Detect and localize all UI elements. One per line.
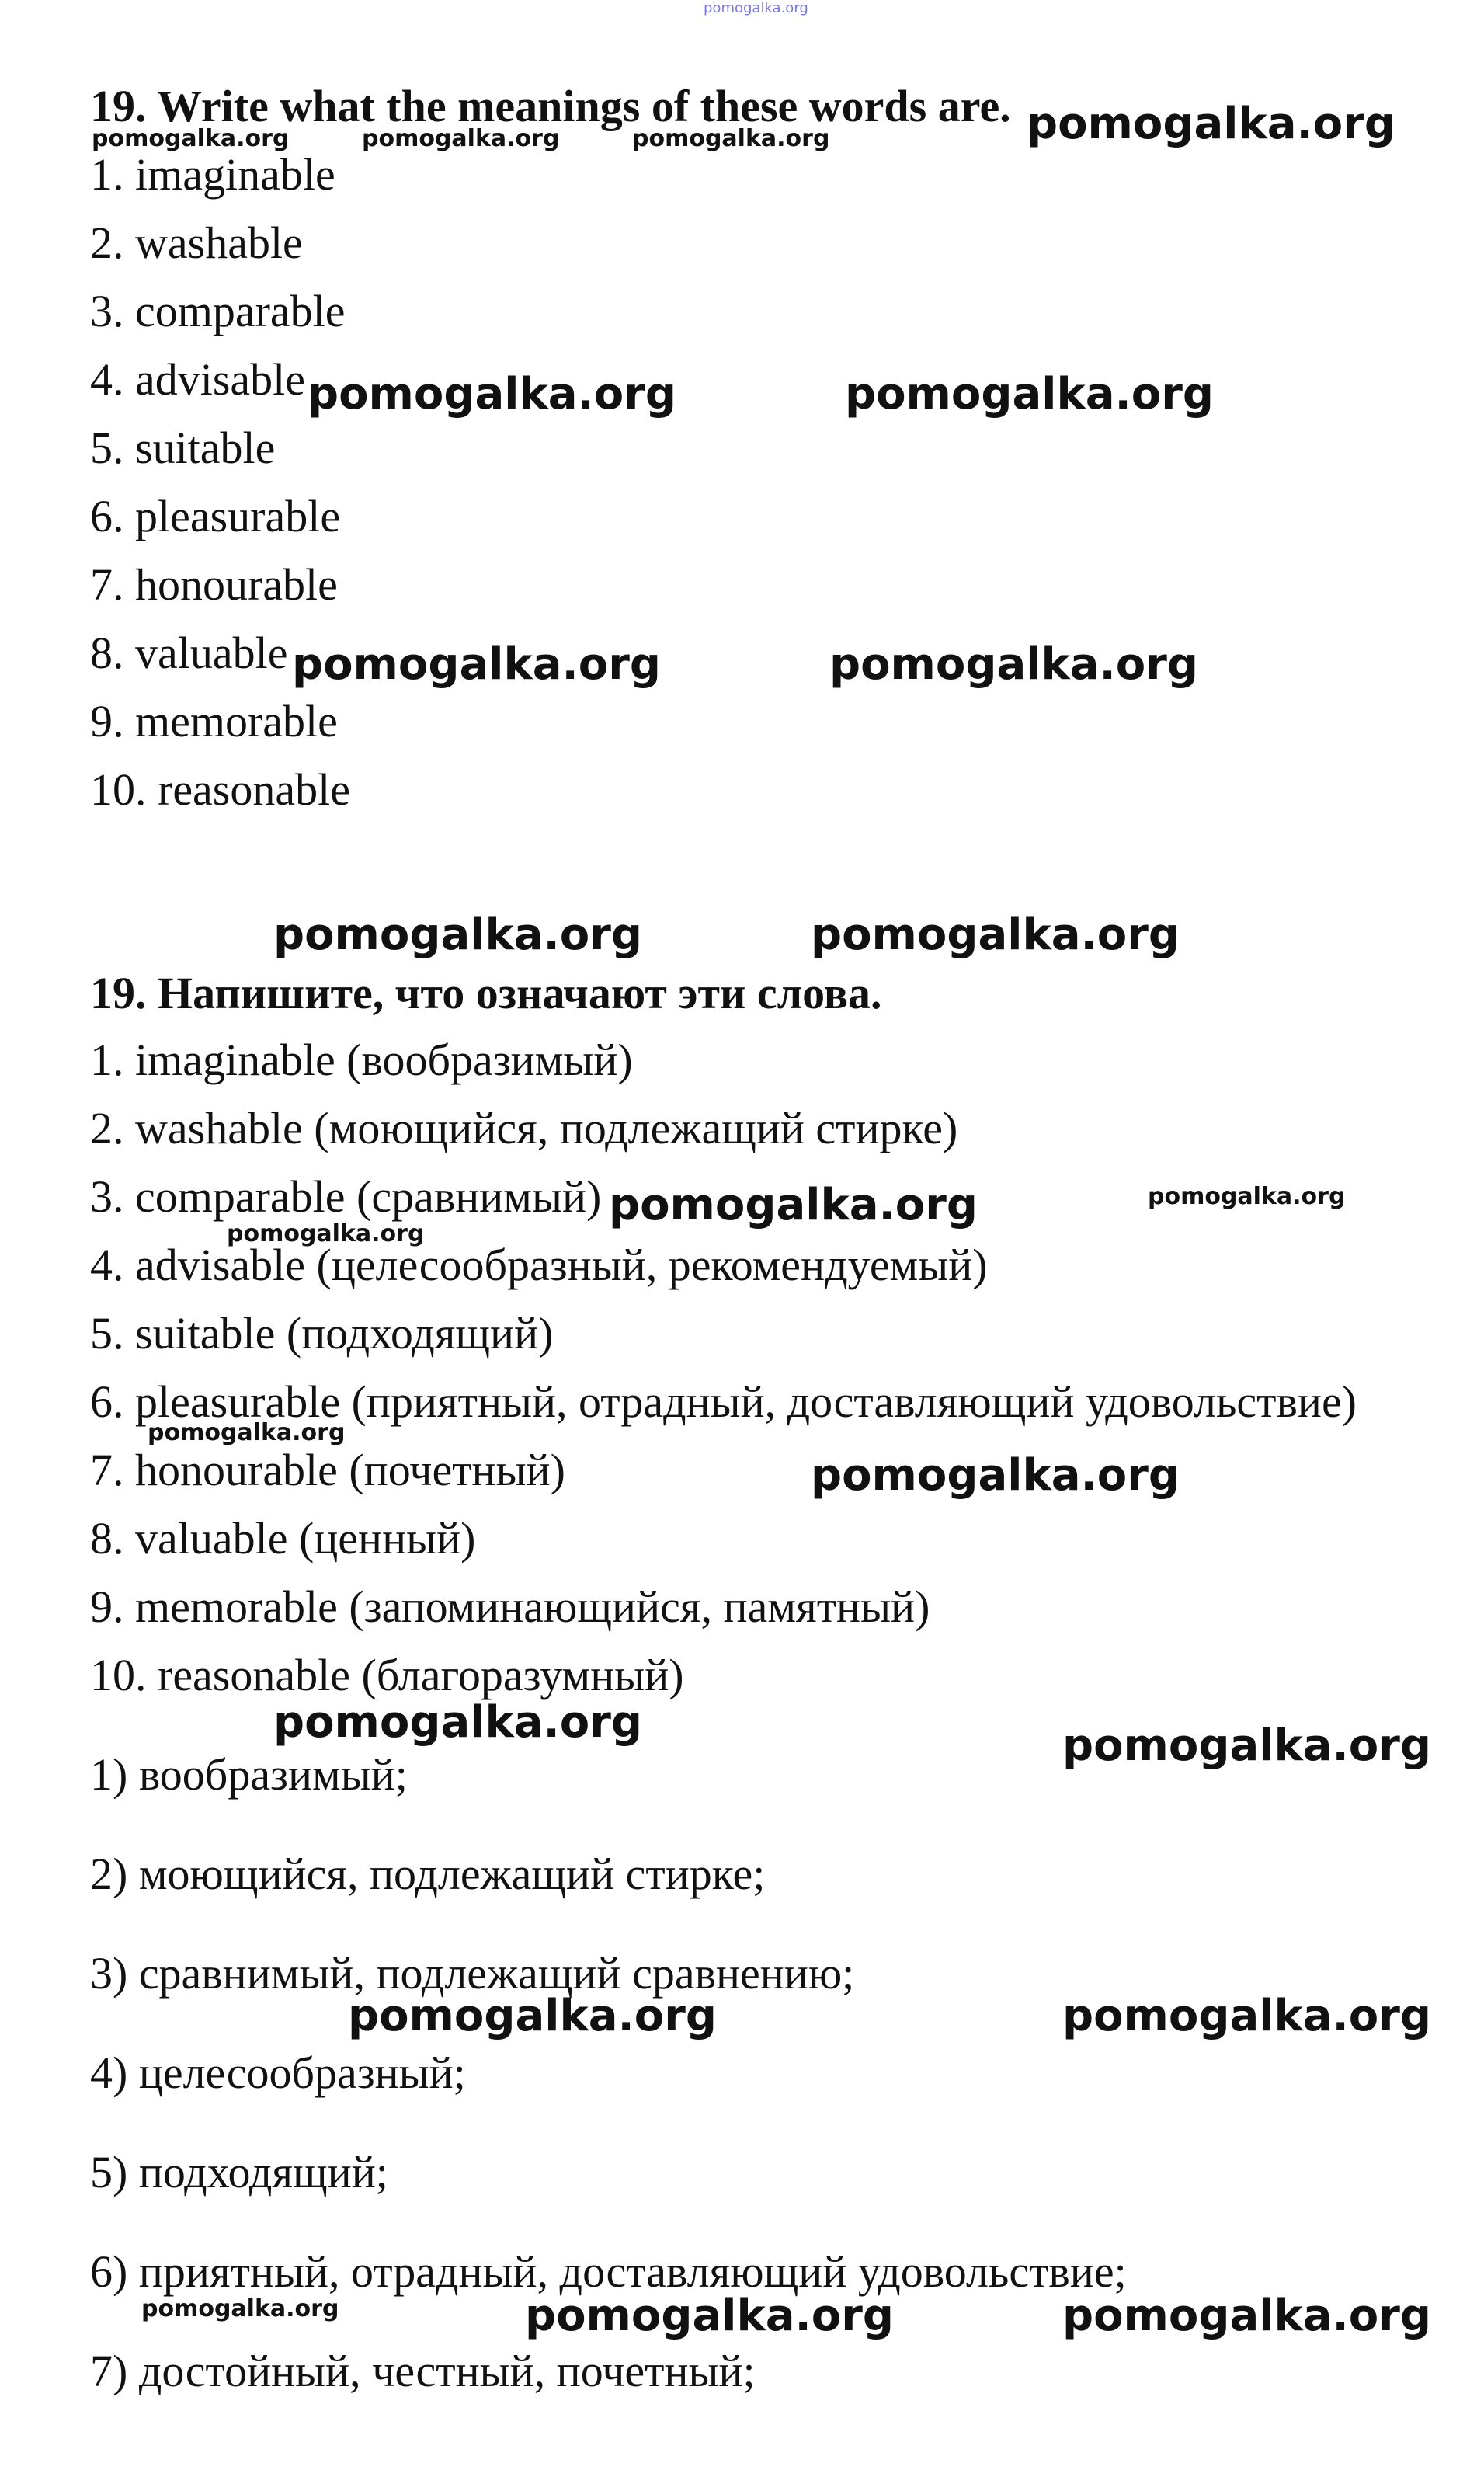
answer-3: 3) сравнимый, подлежащий сравнению; (90, 1948, 855, 1999)
watermark-small: pomogalka.org (92, 125, 290, 152)
watermark: pomogalka.org (273, 910, 642, 960)
en-item-10: 10. reasonable (90, 764, 350, 815)
section-ru-title: 19. Напишите, что означают эти слова. (90, 968, 882, 1018)
watermark: pomogalka.org (829, 639, 1198, 690)
en-item-1: 1. imaginable (90, 149, 335, 200)
answer-7: 7) достойный, честный, почетный; (90, 2346, 756, 2396)
watermark-small: pomogalka.org (141, 2295, 339, 2322)
watermark: pomogalka.org (525, 2291, 894, 2341)
watermark: pomogalka.org (1027, 99, 1395, 149)
en-item-3: 3. comparable (90, 286, 346, 336)
ru-item-9: 9. memorable (запоминающийся, памятный) (90, 1581, 930, 1632)
answer-1: 1) вообразимый; (90, 1749, 408, 1800)
answer-4: 4) целесообразный; (90, 2047, 466, 2098)
en-item-8: 8. valuable (90, 628, 288, 678)
watermark: pomogalka.org (292, 639, 661, 690)
en-item-4: 4. advisable (90, 354, 306, 405)
answer-5: 5) подходящий; (90, 2147, 388, 2197)
en-item-9: 9. memorable (90, 696, 338, 746)
watermark-small: pomogalka.org (632, 125, 830, 152)
watermark: pomogalka.org (1062, 1720, 1431, 1771)
watermark: pomogalka.org (273, 1697, 642, 1748)
ru-item-10: 10. reasonable (благоразумный) (90, 1650, 684, 1700)
en-item-5: 5. suitable (90, 423, 276, 473)
watermark: pomogalka.org (308, 369, 676, 419)
en-item-6: 6. pleasurable (90, 491, 341, 541)
ru-item-2: 2. washable (моющийся, подлежащий стирке) (90, 1103, 958, 1153)
ru-item-8: 8. valuable (ценный) (90, 1513, 476, 1564)
answer-6: 6) приятный, отрадный, доставляющий удовольствие; (90, 2246, 1127, 2297)
watermark-small: pomogalka.org (362, 125, 560, 152)
en-item-7: 7. honourable (90, 559, 338, 610)
ru-item-7: 7. honourable (почетный) (90, 1445, 565, 1495)
watermark-small: pomogalka.org (1148, 1183, 1346, 1210)
en-item-2: 2. washable (90, 217, 303, 268)
watermark: pomogalka.org (609, 1180, 978, 1230)
watermark: pomogalka.org (845, 369, 1214, 419)
watermark-small: pomogalka.org (227, 1220, 425, 1247)
answer-2: 2) моющийся, подлежащий стирке; (90, 1849, 766, 1899)
watermark-top: pomogalka.org (704, 0, 808, 16)
ru-item-6: 6. pleasurable (приятный, отрадный, доставляющий удовольствие) (90, 1376, 1357, 1427)
watermark: pomogalka.org (811, 910, 1180, 960)
watermark: pomogalka.org (1062, 1991, 1431, 2041)
ru-item-3: 3. comparable (сравнимый) (90, 1171, 602, 1222)
watermark-small: pomogalka.org (148, 1419, 346, 1446)
section-en-title: 19. Write what the meanings of these words are. (90, 81, 1011, 131)
ru-item-1: 1. imaginable (вообразимый) (90, 1035, 633, 1085)
ru-item-4: 4. advisable (целесообразный, рекомендуемый) (90, 1240, 988, 1290)
watermark: pomogalka.org (1062, 2291, 1431, 2341)
watermark: pomogalka.org (348, 1991, 717, 2041)
watermark: pomogalka.org (811, 1450, 1180, 1501)
ru-item-5: 5. suitable (подходящий) (90, 1308, 554, 1358)
